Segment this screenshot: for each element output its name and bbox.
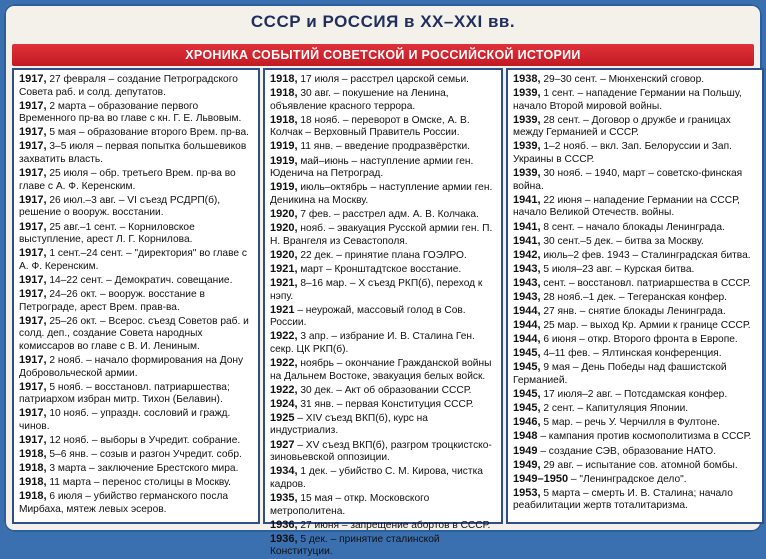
entry-year: 1944,	[513, 333, 541, 346]
chronology-entry	[19, 288, 253, 314]
entry-text: 26 июл.–3 авг. – VI съезд РСДРП(б), решение о вооруж. восстании.	[19, 194, 221, 219]
chronology-entry	[19, 434, 253, 448]
entry-text: – неурожай, массовый голод в Сов. России.	[270, 304, 466, 329]
entry-text: 27 янв. – снятие блокады Ленинграда.	[540, 306, 726, 318]
entry-text: 30 дек. – Акт об образовании СССР.	[297, 384, 472, 396]
chronology-entry	[513, 235, 757, 249]
chronology-entry	[19, 381, 253, 407]
entry-year: 1919,	[270, 154, 298, 167]
entry-year: 1918,	[19, 448, 47, 461]
chronology-entry	[19, 100, 253, 126]
entry-text: 2 сент. – Капитуляция Японии.	[540, 403, 689, 415]
chronology-entry	[19, 221, 253, 247]
chronology-entry	[513, 221, 757, 235]
chronology-entry	[270, 465, 496, 491]
chronology-entry	[270, 263, 496, 277]
entry-year: 1943,	[513, 291, 541, 303]
chronology-entry	[270, 114, 496, 140]
chronology-entry	[513, 319, 757, 333]
entry-year: 1921,	[270, 262, 298, 275]
chronology-entry	[513, 87, 757, 113]
chronology-entry	[513, 249, 757, 263]
chronology-entry	[19, 354, 253, 380]
chronology-entry	[270, 492, 496, 518]
entry-year: 1939,	[513, 167, 541, 180]
entry-text: 22 дек. – принятие плана ГОЭЛРО.	[297, 249, 467, 261]
entry-text: 25 мар. – выход Кр. Армии к границе СССР.	[540, 320, 751, 332]
entry-year: 1920,	[270, 248, 298, 261]
entry-text: – XV съезд ВКП(б), разгром троцкистско-зиновьевской оппозиции.	[270, 439, 492, 464]
chronology-entry	[513, 263, 757, 277]
entry-text: июль–октябрь – наступление армии ген. Деникина на Москву.	[270, 182, 493, 206]
entry-year: 1917,	[19, 407, 47, 420]
entry-text: 5 июля–23 авг. – Курская битва.	[540, 263, 695, 275]
chronology-entry	[270, 181, 496, 207]
chronology-entry	[19, 490, 253, 516]
chronology-entry	[270, 384, 496, 398]
entry-year: 1917,	[19, 167, 47, 180]
entry-year: 1942,	[513, 248, 541, 261]
entry-text: 25 июля – обр. третьего Врем. пр-ва во главе с А. Ф. Керенским.	[19, 168, 236, 192]
chronology-entry	[513, 305, 757, 319]
entry-text: 27 июня – запрещение абортов в СССР.	[297, 519, 491, 531]
entry-text: 18 нояб. – переворот в Омске, А. В. Колчак – Верховный Правитель России.	[270, 114, 470, 139]
entry-year: 1917,	[19, 126, 47, 139]
entry-text: 2 марта – образование первого Временного пр-ва во главе с кн. Г. Е. Львовым.	[19, 100, 242, 125]
chronology-entry	[270, 439, 496, 465]
chronology-entry	[270, 357, 496, 383]
entry-year: 1945,	[513, 347, 541, 360]
chronology-entry	[270, 249, 496, 263]
chronology-entry	[19, 448, 253, 462]
entry-text: 28 нояб.–1 дек. – Тегеранская конфер.	[540, 292, 728, 303]
entry-text: 11 янв. – введение продразвёрстки.	[297, 141, 470, 153]
chronology-entry	[513, 140, 757, 166]
entry-text: 3 марта – заключение Брестского мира.	[46, 463, 239, 475]
entry-year: 1917,	[19, 220, 47, 233]
entry-text: 22 июня – нападение Германии на СССР, начало Великой Отечеств. войны.	[513, 194, 740, 219]
entry-year: 1945,	[513, 361, 541, 374]
entry-text: 5 нояб. – восстановл. патриаршества; патриархом избран митр. Тихон (Белавин).	[19, 381, 230, 406]
entry-year: 1934,	[270, 465, 298, 478]
section-banner: ХРОНИКА СОБЫТИЙ СОВЕТСКОЙ И РОССИЙСКОЙ ИСТОРИИ	[12, 44, 754, 66]
entry-text: 3–5 июля – первая попытка большевиков захватить власть.	[19, 141, 247, 166]
entry-year: 1943,	[513, 276, 541, 289]
entry-text: 1 сент.–24 сент. – "директория" во главе с А. Ф. Керенским.	[19, 248, 247, 272]
chronology-entry	[513, 473, 757, 487]
chronology-entry	[19, 407, 253, 433]
chronology-entry	[19, 462, 253, 476]
entry-text: 3 апр. – избрание И. В. Сталина Ген. секр. ЦК РКП(б).	[270, 331, 475, 355]
entry-year: 1949,	[513, 458, 541, 471]
entry-text: 1 сент. – нападение Германии на Польшу, начало Второй мировой войны.	[513, 88, 742, 112]
chronology-entry	[19, 126, 253, 140]
column-3	[506, 68, 764, 524]
entry-year: 1944,	[513, 319, 541, 332]
entry-year: 1941,	[513, 220, 541, 233]
entry-year: 1920,	[270, 222, 298, 235]
entry-year: 1925	[270, 411, 295, 424]
entry-text: 29–30 сент. – Мюнхенский сговор.	[540, 74, 705, 85]
entry-year: 1917,	[19, 314, 47, 327]
entry-text: 10 нояб. – упраздн. сословий и гражд. чинов.	[19, 408, 231, 432]
chronology-entry	[513, 167, 757, 193]
entry-text: 31 янв. – первая Конституция СССР.	[297, 398, 474, 410]
entry-text: 1 дек. – убийство С. М. Кирова, чистка кадров.	[270, 466, 483, 490]
entry-year: 1944,	[513, 305, 541, 318]
entry-text: сент. – восстановл. патриаршества в СССР.	[540, 277, 751, 289]
entry-text: 11 марта – перенос столицы в Москву.	[46, 477, 232, 489]
entry-text: 7 фев. – расстрел адм. А. В. Колчака.	[297, 208, 479, 220]
entry-text: 5 мар. – речь У. Черчилля в Фултоне.	[540, 417, 720, 429]
chronology-entry	[19, 73, 253, 99]
chronology-entry	[513, 194, 757, 220]
entry-year: 1939,	[513, 87, 541, 100]
entry-year: 1918,	[270, 113, 298, 126]
entry-year: 1936,	[270, 532, 298, 545]
entry-text: 12 нояб. – выборы в Учредит. собрание.	[46, 435, 241, 447]
entry-text: 8 сент. – начало блокады Ленинграда.	[540, 221, 725, 233]
entry-year: 1917,	[19, 193, 47, 206]
chronology-entry	[513, 402, 757, 416]
entry-year: 1939,	[513, 113, 541, 126]
entry-text: 25–26 окт. – Всерос. съезд Советов раб. и солд. деп., создание Совета народных комиссаров во главе с В. И. Лениным.	[19, 315, 249, 352]
entry-year: 1939,	[513, 140, 541, 153]
entry-text: 17 июля – расстрел царской семьи.	[297, 74, 469, 85]
chronology-entry	[270, 87, 496, 113]
entry-text: июль–2 фев. 1943 – Сталинградская битва.	[540, 249, 751, 261]
column-1	[12, 68, 260, 524]
entry-year: 1921,	[270, 276, 298, 289]
entry-year: 1917,	[19, 140, 47, 153]
entry-text: 5 мая – образование второго Врем. пр-ва.	[46, 127, 249, 139]
chronology-entry	[19, 476, 253, 490]
entry-text: – создание СЭВ, образование НАТО.	[537, 445, 717, 457]
entry-year: 1941,	[513, 193, 541, 206]
entry-year: 1917,	[19, 380, 47, 393]
entry-year: 1917,	[19, 99, 47, 112]
entry-year: 1922,	[270, 356, 298, 369]
chronology-entry	[513, 361, 757, 387]
entry-text: 6 июня – откр. Второго фронта в Европе.	[540, 334, 738, 346]
chronology-entry	[513, 487, 757, 513]
entry-text: 27 февраля – создание Петроградского Совета раб. и солд. депутатов.	[19, 74, 238, 98]
entry-text: ноябрь – окончание Гражданской войны на Дальнем Востоке, эвакуация белых войск.	[270, 357, 492, 382]
chronology-entry	[270, 398, 496, 412]
entry-year: 1919,	[270, 140, 298, 153]
entry-year: 1918,	[270, 87, 298, 100]
entry-year: 1918,	[19, 476, 47, 489]
chronology-entry	[270, 304, 496, 330]
entry-text: нояб. – эвакуация Русской армии ген. П. Н. Врангеля из Севастополя.	[270, 223, 493, 247]
entry-year: 1917,	[19, 73, 47, 85]
entry-text: 4–11 фев. – Ялтинская конференция.	[540, 348, 722, 360]
entry-text: 28 сент. – Договор о дружбе и границах между Германией и СССР.	[513, 114, 731, 139]
entry-text: – XIV съезд ВКП(б), курс на индустриализ.	[270, 412, 428, 437]
entry-text: 30 авг. – покушение на Ленина, объявление красного террора.	[270, 88, 449, 112]
entry-text: – "Ленинградское дело".	[568, 473, 687, 485]
entry-year: 1936,	[270, 518, 298, 531]
entry-year: 1922,	[270, 330, 298, 343]
entry-text: 6 июля – убийство германского посла Мирбаха, мятеж левых эсеров.	[19, 491, 229, 515]
chronology-entry	[270, 277, 496, 303]
chronology-entry	[513, 445, 757, 459]
chronology-entry	[513, 459, 757, 473]
chronology-entry	[513, 388, 757, 402]
entry-year: 1918,	[270, 73, 298, 85]
entry-text: март – Кронштадтское восстание.	[297, 263, 462, 275]
chronology-entry	[513, 416, 757, 430]
chronology-entry	[19, 274, 253, 288]
entry-year: 1941,	[513, 234, 541, 247]
entry-year: 1948	[513, 430, 538, 443]
chronology-entry	[513, 333, 757, 347]
entry-text: 29 авг. – испытание сов. атомной бомбы.	[540, 459, 738, 471]
entry-year: 1922,	[270, 383, 298, 396]
chronology-entry	[270, 533, 496, 559]
chronology-entry	[270, 140, 496, 154]
chronology-entry	[513, 430, 757, 444]
entry-year: 1919,	[270, 181, 298, 194]
chronology-entry	[270, 519, 496, 533]
chronology-entry	[19, 247, 253, 273]
page-title: СССР и РОССИЯ в XX–XXI вв.	[250, 12, 516, 31]
entry-text: 5 марта – смерть И. В. Сталина; начало реабилитации жертв тоталитаризма.	[513, 487, 733, 512]
entry-year: 1918,	[19, 462, 47, 475]
entry-year: 1924,	[270, 397, 298, 410]
entry-year: 1917,	[19, 247, 47, 260]
entry-text: 24–26 окт. – вооруж. восстание в Петрограде, арест Врем. прав-ва.	[19, 289, 205, 313]
chronology-entry	[270, 155, 496, 181]
entry-text: 30 сент.–5 дек. – битва за Москву.	[540, 235, 704, 247]
chronology-entry	[19, 167, 253, 193]
chronology-entry	[19, 315, 253, 354]
columns-grid	[12, 68, 754, 558]
entry-text: 5–6 янв. – созыв и разгон Учредит. собр.	[46, 449, 242, 461]
chronology-entry	[19, 140, 253, 166]
chronology-sheet	[4, 4, 762, 558]
entry-year: 1935,	[270, 491, 298, 504]
entry-text: 15 мая – откр. Московского метрополитена.	[270, 492, 430, 517]
chronology-entry	[270, 222, 496, 248]
chronology-entry	[513, 277, 757, 291]
entry-year: 1917,	[19, 288, 47, 300]
chronology-entry	[513, 73, 757, 87]
entry-year: 1945,	[513, 388, 541, 401]
entry-text: 30 нояб. – 1940, март – советско-финская война.	[513, 168, 743, 192]
chronology-entry	[513, 291, 757, 305]
entry-text: 25 авг.–1 сент. – Корниловское выступление, арест Л. Г. Корнилова.	[19, 221, 195, 246]
entry-year: 1917,	[19, 353, 47, 366]
entry-year: 1945,	[513, 402, 541, 415]
entry-text: 8–16 мар. – Х съезд РКП(б), переход к нэпу.	[270, 277, 483, 302]
entry-year: 1949	[513, 444, 538, 457]
entry-text: май–июнь – наступление армии ген. Юденича на Петроград.	[270, 155, 474, 180]
entry-text: 9 мая – День Победы над фашистской Германией.	[513, 362, 727, 387]
entry-text: 14–22 сент. – Демократич. совещание.	[46, 274, 233, 286]
entry-text: 17 июля–2 авг. – Потсдамская конфер.	[540, 389, 728, 401]
chronology-entry	[513, 347, 757, 361]
chronology-entry	[270, 330, 496, 356]
entry-year: 1920,	[270, 207, 298, 220]
chronology-entry	[513, 114, 757, 140]
entry-year: 1938,	[513, 73, 541, 85]
entry-year: 1949–1950	[513, 472, 569, 485]
entry-text: 2 нояб. – начало формирования на Дону Добровольческой армии.	[19, 354, 244, 379]
entry-year: 1918,	[19, 490, 47, 503]
entry-year: 1921	[270, 303, 295, 316]
chronology-entry	[270, 412, 496, 438]
column-2	[263, 68, 503, 558]
entry-year: 1917,	[19, 434, 47, 447]
entry-year: 1946,	[513, 416, 541, 429]
entry-year: 1943,	[513, 262, 541, 275]
entry-year: 1953,	[513, 486, 541, 499]
entry-year: 1927	[270, 438, 295, 451]
chronology-entry	[19, 194, 253, 220]
chronology-entry	[270, 73, 496, 87]
entry-text: 5 дек. – принятие сталинской Конституции.	[270, 533, 440, 558]
entry-year: 1917,	[19, 273, 47, 286]
entry-text: 1–2 нояб. – вкл. Зап. Белоруссии и Зап. Украины в СССР.	[513, 141, 732, 166]
entry-text: – кампания против космополитизма в СССР.	[537, 431, 752, 443]
chronology-entry	[270, 208, 496, 222]
